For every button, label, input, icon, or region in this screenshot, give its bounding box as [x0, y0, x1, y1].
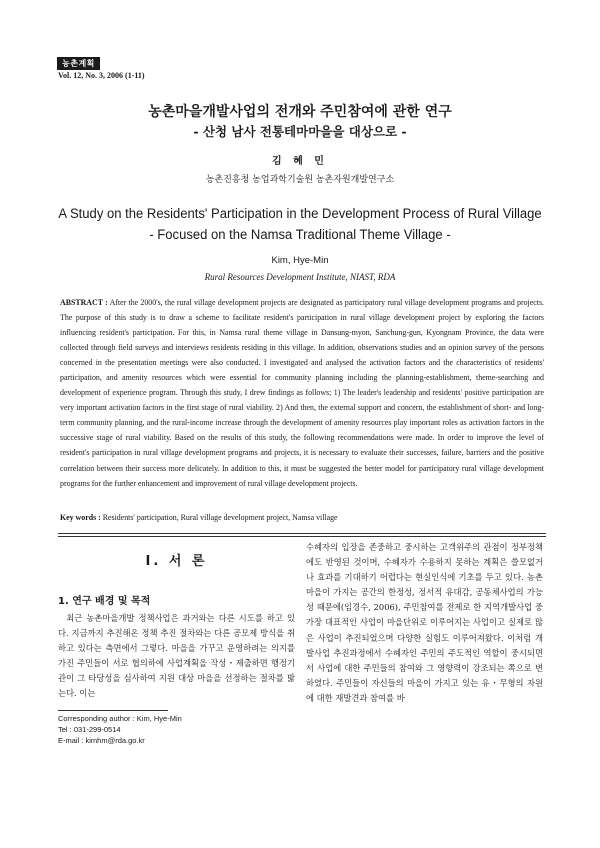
left-column: [58, 540, 295, 746]
volume-info: Vol. 12, No. 3, 2006 (1-11): [58, 71, 145, 80]
footnote-divider: [58, 710, 168, 711]
korean-title: 농촌마을개발사업의 전개와 주민참여에 관한 연구: [148, 104, 452, 120]
correspondence: [58, 713, 295, 746]
abstract-text: After the 2000's, the rural village development projects are designated as participatory rural village development programs and projects. The purpose of this study is to draw a scheme to facilitate resident's participation in rural village development project by exploring the factors influencing resident's participation. For this, in Namsa rural theme village in Dansung-myon, Sanchung-gun, Kyongnam Province, the data were collected through field surveys and interviews residents residing in this village. In addition, observations studies and an opinion survey of the persons concerned in the presentation meetings were also conducted. I investigated and analysed the activation factors and the characteristics of residents' participation, and amenity resources which were essential for community planning including the planning-establishment, theme-searching and development of experience program. Through this study, I drew findings as follows; 1) The leader's leadership and residents' positive participation are very important activation factors in the first stage of rural viability. 2) And then, the external support and concern, the establishment of short- and long-term community planning, and the rural-income increase through the development of amenity resources play important roles as activation factors in the successive stage of rural viability. Based on the results of this study, the following recommendations were made. In order to improve the level of resident's participation in rural village development programs and projects, it is necessary to evaluate their successes, failure, barriers and the positive correlation between their success more delicately. In addition to this, it must be suggested the better model for participatory rural village development programs for the further enhancement and improvement of rural village development projects.: [60, 298, 544, 488]
abstract-label: ABSTRACT :: [60, 298, 108, 307]
journal-badge: 농촌계획: [57, 57, 100, 70]
right-column: [306, 540, 543, 706]
korean-subtitle: - 산청 남사 전통테마마을을 대상으로 -: [193, 124, 407, 139]
korean-affiliation: 농촌진흥청 농업과학기술원 농촌자원개발연구소: [205, 175, 395, 185]
english-title: A Study on the Residents' Participation in the Development Process of Rural Village: [58, 206, 542, 222]
subsection-title: 1. 연구 배경 및 목적: [58, 596, 151, 607]
english-author: Kim, Hye-Min: [271, 255, 329, 266]
english-affiliation: Rural Resources Development Institute, NIAST, RDA: [204, 272, 396, 282]
corresponding-tel: Tel : 031-299-0514: [58, 724, 121, 734]
right-body-text: 수혜자의 입장을 존중하고 중시하는 고객위주의 관점이 정부정책에도 반영된 것이며, 수혜자가 수용하지 못하는 계획은 쓸모없거나 효과를 기대하기 어렵다는 현실인식에 기초를 두고 있다. 농촌마을이 가지는 공간의 한정성, 정서적 유대감, 공동체사업의 가능성 때문에(임경수, 2006), 주민참여를 전제로 한 지역개발사업 중 가장 대표적인 사업이 마을단위로 이루어지는 사업이고 실제로 많은 사업이 추진되었으며 다양한 실험도 이루어져왔다. 이처럼 개발사업 추진과정에서 수혜자인 주민의 주도적인 역할이 중시되면서 사업에 대한 주민들의 참여와 그 영향력이 강조되는 쪽으로 변하였다. 주민들이 자신들의 마을이 가지고 있는 유・무형의 자원에 대한 재발견과 참여를 바: [306, 542, 543, 703]
abstract: [60, 295, 544, 491]
corresponding-author: Corresponding author : Kim, Hye-Min: [58, 713, 182, 723]
korean-author: 김 혜 민: [272, 156, 328, 167]
divider-top: [58, 533, 546, 534]
left-body-text: 최근 농촌마을개발 정책사업은 과거와는 다른 시도를 하고 있다. 지금까지 추진해온 정책 추진 절차와는 다른 공모제 방식을 취하고 있다는 측면에서 그렇다. 마을을 가꾸고 운영하려는 의지를 가진 주민들이 서로 협의하에 사업계획을 작성・제출하면 행정기관이 그 타당성을 심사하여 지원 대상 마을을 선정하는 절차를 밟는다. 이는: [58, 613, 295, 699]
keywords-text: Residents' participation, Rural village development project, Namsa village: [102, 513, 338, 522]
section-title: I. 서 론: [145, 554, 208, 569]
english-subtitle: - Focused on the Namsa Traditional Theme Village -: [149, 227, 451, 243]
corresponding-email: E-mail : kimhm@rda.go.kr: [58, 735, 145, 745]
keywords: [60, 513, 544, 522]
keywords-label: Key words :: [60, 513, 101, 522]
divider-bottom: [58, 536, 546, 537]
